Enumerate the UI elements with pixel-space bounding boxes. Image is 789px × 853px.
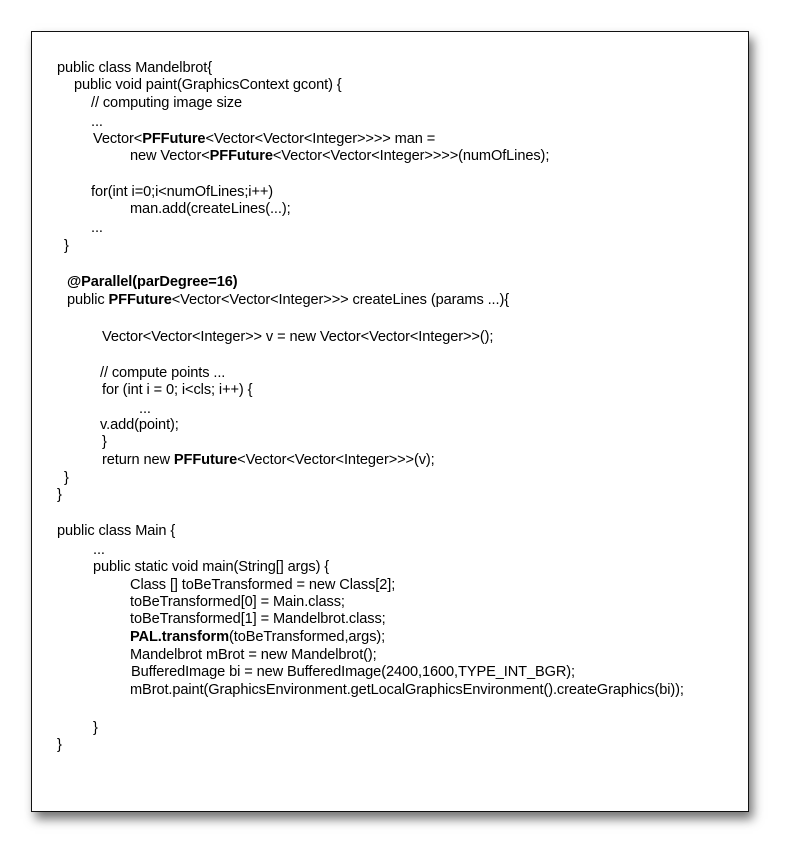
code-text: <Vector<Vector<Integer>>>(v); [237,452,435,468]
code-line [139,401,151,418]
code-text: new Vector< [130,148,210,164]
code-text: } [57,737,62,753]
code-line [130,148,549,165]
code-line [57,487,62,504]
code-line [64,470,69,487]
code-line [93,131,435,148]
code-keyword-bold: PAL.transform [130,629,229,645]
code-text: } [64,238,69,254]
code-line [57,737,62,754]
code-line [100,417,179,434]
code-line [67,274,238,291]
code-text: public class Main { [57,523,176,539]
code-text: // computing image size [91,95,243,111]
code-line [102,434,107,451]
code-text: (toBeTransformed,args); [228,629,386,645]
code-line [93,559,329,576]
code-line [100,365,225,382]
code-line [67,292,509,309]
code-text: } [102,434,107,450]
code-line [130,611,386,628]
code-text: } [64,470,69,486]
code-line [130,647,377,664]
code-line [102,329,493,346]
code-text: mBrot.paint(GraphicsEnvironment.getLocalGraphicsEnvironment().createGraphics(bi)); [130,682,684,698]
code-text: v.add(point); [100,417,179,433]
code-line [130,629,385,646]
code-text: } [57,487,62,503]
code-text: ... [93,542,105,558]
code-text: Class [] toBeTransformed = new Class[2]; [130,577,396,593]
code-text: } [93,720,98,736]
code-line [131,664,575,681]
code-text: public void paint(GraphicsContext gcont) { [74,77,342,93]
code-line [93,542,105,559]
code-text: Vector<Vector<Integer>> v = new Vector<Vector<Integer>>(); [102,329,494,345]
code-line [93,720,98,737]
code-keyword-bold: PFFuture [142,131,206,147]
code-text: for(int i=0;i<numOfLines;i++) [91,184,274,200]
code-line [91,220,103,237]
code-keyword-bold: PFFuture [108,292,172,308]
code-line [91,114,103,131]
code-line [130,577,395,594]
code-text: <Vector<Vector<Integer>>>>(numOfLines); [272,148,550,164]
code-line [64,238,69,255]
code-keyword-bold: @Parallel(parDegree=16) [67,274,238,290]
code-text: Mandelbrot mBrot = new Mandelbrot(); [130,647,377,663]
code-text: toBeTransformed[0] = Main.class; [130,594,345,610]
code-text: return new [102,452,174,468]
code-text: public static void main(String[] args) { [93,559,330,575]
code-line [91,95,242,112]
code-text: public class Mandelbrot{ [57,60,212,76]
code-line [130,682,684,699]
code-line [102,382,252,399]
code-text: public [67,292,109,308]
code-line [57,523,175,540]
code-text: BufferedImage bi = new BufferedImage(2400,1600,TYPE_INT_BGR); [131,664,575,680]
code-text: ... [91,114,103,130]
code-text: Vector< [93,131,143,147]
code-keyword-bold: PFFuture [209,148,273,164]
code-text: <Vector<Vector<Integer>>> createLines (params ...){ [171,292,509,308]
code-text: ... [91,220,103,236]
code-text: for (int i = 0; i<cls; i++) { [102,382,253,398]
code-line [74,77,342,94]
code-text: // compute points ... [100,365,226,381]
code-line [130,201,291,218]
code-line [57,60,212,77]
code-text: <Vector<Vector<Integer>>>> man = [205,131,436,147]
code-line [102,452,435,469]
code-keyword-bold: PFFuture [173,452,238,468]
code-text: ... [139,401,151,417]
code-text: toBeTransformed[1] = Mandelbrot.class; [130,611,386,627]
code-line [130,594,345,611]
code-text: man.add(createLines(...); [130,201,291,217]
code-line [91,184,273,201]
